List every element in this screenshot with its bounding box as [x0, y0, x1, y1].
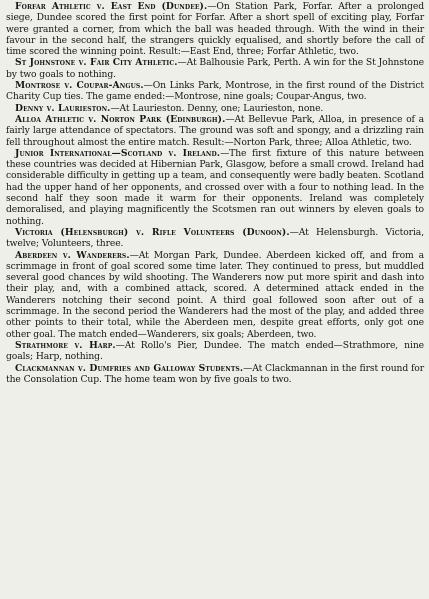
match-heading: Alloa Athletic v. Norton Park (Edinburgh).	[15, 113, 226, 125]
match-heading: St Johnstone v. Fair City Athletic.	[15, 57, 178, 69]
match-text: —At Bellevue Park, Alloa, in presence of a fairly large attendance of spectators. The ground was soft and spongy, and a drizzling rain fell throughout almost the entire match. Result:—Norton Park, three; Alloa Athletic, two.	[6, 113, 425, 148]
match-heading: Victoria (Helensburgh) v. Rifle Volunteers (Dunoon).	[15, 226, 290, 238]
match-text: —At Morgan Park, Dundee. Aberdeen kicked off, and from a scrimmage in front of goal scored some time later. They continued to press, but muddled several good chances by wild shooting. The Wanderers now put more spirit and dash into their play, and, with a combined attack, scored. A determined attack ended in the Wanderers notching their second point. A third goal followed soon after out of a scrimmage. In the second period the Wanderers had the most of the play, and added three other points to their total, while the Aberdeen men, despite great efforts, only got one other goal. The match ended—Wanderers, six goals; Aberdeen, two.	[6, 249, 424, 340]
match-report	[6, 227, 424, 250]
match-text: —The first fixture of this nature between these countries was decided at Hibernian Park, Glasgow, before a small crowd. Ireland had considerable difficulty in getting up a team, and consequently were badly beaten. Scotland had the upper hand of her opponents, and crossed over with a four to nothing lead. In the second half they soon made it warm for their opponents. Ireland was completely demoralised, and playing magnificently the Scotsmen ran out winners by eleven goals to nothing.	[6, 147, 424, 227]
match-report	[6, 57, 424, 80]
match-heading: Denny v. Laurieston.	[15, 102, 111, 114]
match-heading: Aberdeen v. Wanderers.	[15, 249, 130, 261]
match-heading: Montrose v. Coupar-Angus.	[15, 80, 144, 92]
match-report	[6, 1, 424, 57]
match-heading: Clackmannan v. Dumfries and Galloway Students.	[15, 362, 244, 374]
match-report	[6, 148, 424, 227]
match-heading: Forfar Athletic v. East End (Dundee).	[15, 1, 208, 12]
match-report	[6, 103, 424, 114]
match-heading: Junior International—Scotland v. Ireland.	[15, 147, 221, 159]
match-text: —On Links Park, Montrose, in the first round of the District Charity Cup ties. The game ended:—Montrose, nine goals; Coupar-Angus, two.	[6, 80, 424, 103]
match-text: —On Station Park, Forfar. After a prolonged siege, Dundee scored the first point for Forfar. After a short spell of exciting play, Forfar were granted a corner, from which the ball was headed through. With the wind in their favour in the second half, the strangers quickly equalised, and shortly before the call of time scored the winning point. Result:—East End, three; Forfar Athletic, two.	[6, 1, 424, 58]
match-text: —At Helensburgh. Victoria, twelve; Volunteers, three.	[6, 226, 425, 250]
match-text: —At Rollo's Pier, Dundee. The match ended—Strathmore, nine goals; Harp, nothing.	[6, 339, 424, 363]
match-report	[6, 250, 424, 340]
match-report	[6, 114, 424, 148]
match-report	[6, 340, 424, 363]
match-report	[6, 363, 424, 386]
match-heading: Strathmore v. Harp.	[15, 339, 116, 351]
match-text: —At Balhousie Park, Perth. A win for the St Johnstone by two goals to nothing.	[6, 57, 424, 80]
match-report	[6, 80, 424, 103]
match-text: —At Laurieston. Denny, one; Laurieston, none.	[110, 102, 324, 114]
match-text: —At Clackmannan in the first round for the Consolation Cup. The home team won by five goals to two.	[6, 362, 425, 385]
